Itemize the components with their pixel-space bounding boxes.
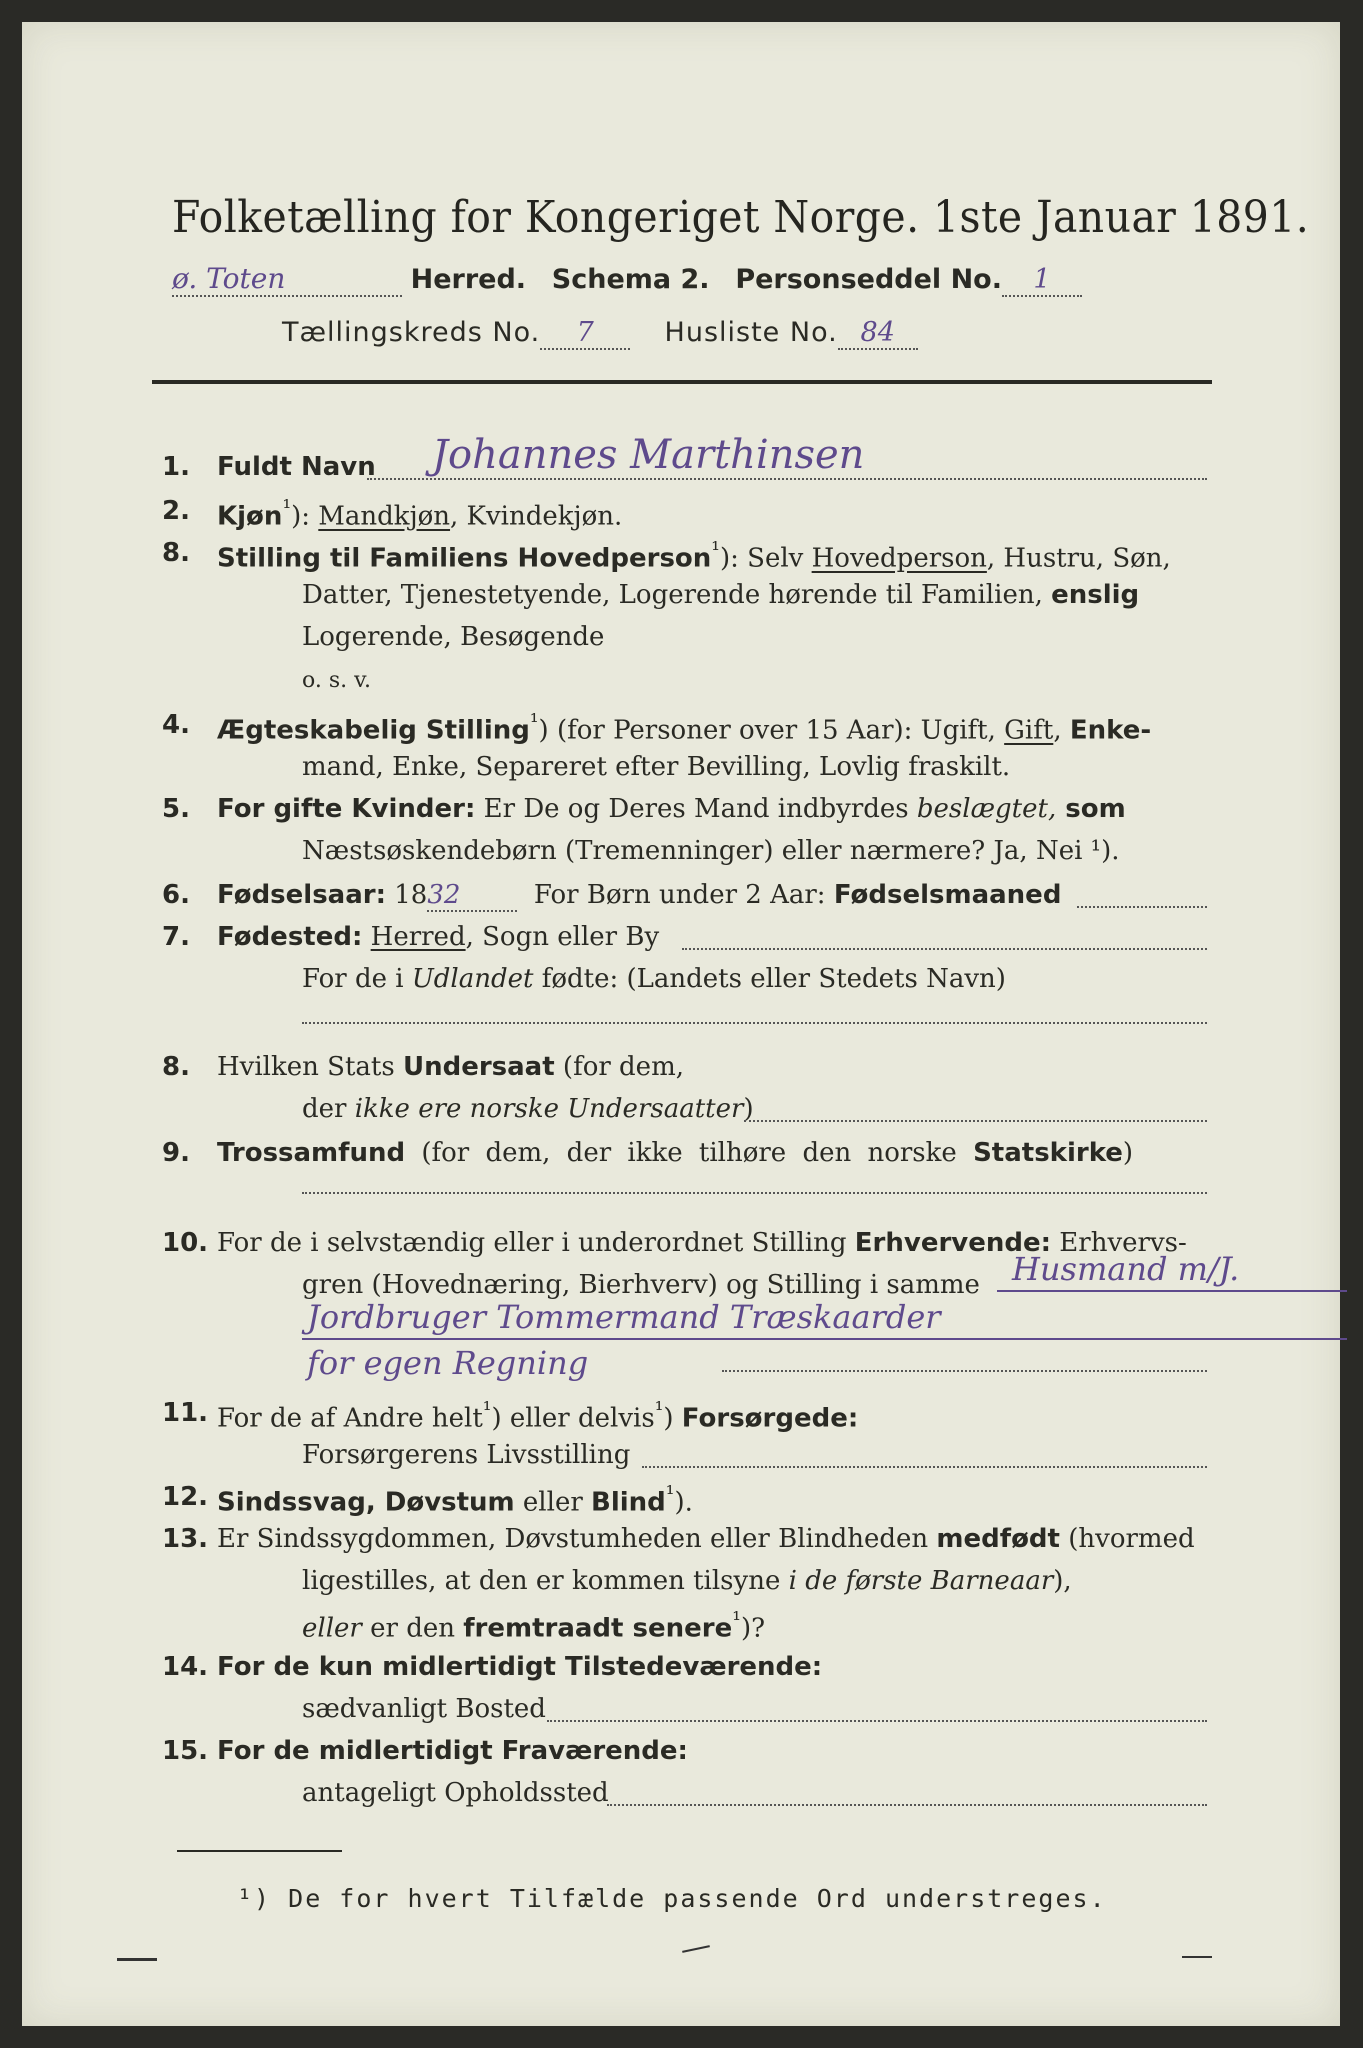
taellingskreds-line	[282, 317, 918, 350]
q12-row	[217, 1482, 693, 1518]
q6-line	[1077, 906, 1207, 908]
q7-label: Fødested:	[217, 922, 363, 952]
q13-eller: eller	[302, 1613, 362, 1644]
stray-mark-left	[117, 1958, 157, 1961]
q14-label-text: For de kun midlertidigt Tilstedeværende:	[217, 1652, 823, 1682]
q2-opt-kvinde: , Kvindekjøn.	[450, 501, 623, 532]
q13-text-f: )?	[740, 1613, 766, 1644]
q13-text-d: ),	[1053, 1566, 1072, 1596]
q10-row2: gren (Hovednæring, Bierhverv) og Stilling i samme	[302, 1270, 980, 1300]
q4-label: Ægteskabelig Stilling	[217, 715, 530, 746]
q3-enslig: enslig	[1051, 580, 1140, 610]
q7-line	[682, 948, 1207, 950]
q9-row	[217, 1138, 1133, 1168]
q13-barneaar: i de første Barneaar	[788, 1566, 1054, 1596]
personseddel-label: Personseddel No.	[735, 264, 1002, 295]
q4-number: 4.	[162, 710, 190, 740]
q11-text-c: )	[663, 1403, 682, 1434]
q13-number: 13.	[162, 1524, 209, 1554]
q10-text-a: For de i selvstændig eller i underordnet Stilling	[217, 1228, 855, 1258]
q10-erhvervende: Erhvervende:	[854, 1228, 1052, 1258]
q2-number: 2.	[162, 496, 190, 526]
q6-rest: For Børn under 2 Aar:	[533, 880, 834, 910]
taellingskreds-label: Tællingskreds No.	[282, 317, 541, 348]
q4-row1	[217, 710, 1151, 746]
husliste-label: Husliste No.	[664, 317, 838, 348]
q7-text-a: For de i	[302, 964, 412, 994]
q7-rest: , Sogn eller By	[465, 922, 660, 952]
q9-rest: (for dem, der ikke tilhøre den norske	[405, 1138, 974, 1168]
q11-sup2: ¹	[654, 1398, 664, 1423]
q9-close: )	[1122, 1138, 1134, 1168]
q10-answer3: for egen Regning	[307, 1344, 589, 1382]
q1-row	[217, 452, 376, 482]
q13-text-e: er den	[361, 1613, 464, 1644]
personseddel-value: 1	[1002, 264, 1082, 297]
q3-label: Stilling til Familiens Hovedperson	[217, 543, 712, 574]
q1-number: 1.	[162, 452, 190, 482]
q11-text-a: For de af Andre helt	[217, 1403, 483, 1434]
husliste-value: 84	[838, 317, 918, 350]
q12-sup: ¹	[665, 1482, 675, 1507]
q2-opt-mand: Mandkjøn	[318, 501, 451, 532]
herred-value: ø. Toten	[172, 262, 402, 297]
q5-label: For gifte Kvinder:	[217, 794, 476, 824]
q5-row2: Næstsøskendebørn (Tremenninger) eller nærmere? Ja, Nei ¹).	[302, 836, 1120, 866]
q9-number: 9.	[162, 1138, 190, 1168]
q1-label: Fuldt Navn	[217, 452, 376, 482]
q3-line2: Datter, Tjenestetyende, Logerende hørende til Familien,	[302, 580, 1043, 610]
footnote: ¹) De for hvert Tilfælde passende Ord understreges.	[237, 1884, 1107, 1913]
q7-line2	[302, 1022, 1207, 1024]
q4-row2: mand, Enke, Separeret efter Bevilling, Lovlig fraskilt.	[302, 752, 1011, 782]
q7-row2	[302, 964, 1006, 994]
q8-ikke-norske: ikke ere norske Undersaatter	[354, 1094, 744, 1124]
q15-row2: antageligt Opholdssted	[302, 1778, 609, 1808]
q11-row2: Forsørgerens Livsstilling	[302, 1440, 631, 1470]
q12-number: 12.	[162, 1482, 209, 1512]
q14-number: 14.	[162, 1652, 209, 1682]
q7-text-b: fødte: (Landets eller Stedets Navn)	[533, 964, 1006, 994]
q15-label-text: For de midlertidigt Fraværende:	[217, 1736, 688, 1766]
q11-row1	[217, 1398, 858, 1434]
q14-label	[217, 1652, 822, 1682]
q6-row	[217, 880, 1061, 912]
footnote-rule	[177, 1850, 342, 1852]
q9-label: Trossamfund	[217, 1138, 406, 1168]
q5-number: 5.	[162, 794, 190, 824]
q5-beslaegtet: beslægtet,	[916, 794, 1057, 824]
q3-sup: ¹	[711, 538, 720, 563]
q3-number: 8.	[162, 538, 190, 568]
q5-text-a: Er De og Deres Mand indbyrdes	[475, 794, 917, 824]
q8-row2	[302, 1094, 754, 1124]
q12-blind: Blind	[591, 1487, 666, 1518]
stray-mark-center	[682, 1945, 710, 1953]
q10-answer2: Jordbruger Tommermand Træskaarder	[307, 1298, 941, 1336]
q13-text-a: Er Sindssygdommen, Døvstumheden eller Blindheden	[217, 1524, 937, 1554]
q4-enke: Enke-	[1069, 715, 1152, 746]
q13-row1	[217, 1524, 1195, 1554]
q2-text: ):	[291, 501, 319, 532]
q8-undersaat: Undersaat	[402, 1052, 555, 1082]
q15-number: 15.	[162, 1736, 209, 1766]
q4-opt-gift: Gift	[1004, 715, 1054, 746]
taellingskreds-value: 7	[540, 317, 630, 350]
q5-row1	[217, 794, 1126, 824]
q6-year-value: 32	[427, 880, 517, 912]
q7-udlandet: Udlandet	[411, 964, 534, 994]
q13-row2	[302, 1566, 1072, 1596]
q8-close: )	[743, 1094, 754, 1124]
q6-maaned: Fødselsmaaned	[833, 880, 1062, 910]
q14-line	[547, 1720, 1207, 1722]
q12-end: ).	[674, 1487, 693, 1518]
census-form	[22, 22, 1340, 2026]
q1-answer: Johannes Marthinsen	[432, 432, 865, 478]
q10-answer2-rule	[302, 1338, 1347, 1340]
q15-line	[607, 1804, 1207, 1806]
q3-row3: Logerende, Besøgende	[302, 622, 605, 652]
q14-row2: sædvanligt Bosted	[302, 1694, 546, 1724]
q3-row4: o. s. v.	[302, 668, 371, 693]
q4-sup: ¹	[529, 710, 539, 735]
q8-text-a: Hvilken Stats	[217, 1052, 403, 1082]
q13-fremtraadt: fremtraadt senere	[463, 1613, 733, 1644]
q6-label: Fødselsaar:	[217, 880, 386, 910]
q11-number: 11.	[162, 1398, 209, 1428]
q9-statskirke: Statskirke	[973, 1138, 1123, 1168]
q11-sup1: ¹	[482, 1398, 492, 1423]
q10-answer1-rule	[997, 1290, 1347, 1292]
q7-number: 7.	[162, 922, 190, 952]
herred-line	[172, 262, 1082, 297]
q8-text-b: (for dem,	[554, 1052, 684, 1082]
q5-som: som	[1056, 794, 1126, 824]
q13-text-b: (hvormed	[1059, 1524, 1195, 1554]
q8-number: 8.	[162, 1052, 190, 1082]
q9-line	[302, 1192, 1207, 1194]
q2-label: Kjøn	[217, 501, 283, 532]
q10-line3	[722, 1370, 1207, 1372]
q11-forsorgede: Forsørgede:	[681, 1403, 859, 1434]
q10-answer1: Husmand m/J.	[1012, 1250, 1240, 1288]
q11-line	[642, 1466, 1207, 1468]
q2-row	[217, 496, 622, 532]
q10-number: 10.	[162, 1228, 209, 1258]
q7-row1	[217, 922, 659, 952]
q2-sup: ¹	[282, 496, 292, 521]
q6-year-print: 18	[386, 880, 428, 910]
q13-row3	[302, 1608, 765, 1644]
q13-text-c: ligestilles, at den er kommen tilsyne	[302, 1566, 789, 1596]
header-rule	[152, 380, 1212, 384]
q12-sindssvag: Sindssvag, Døvstum	[217, 1487, 515, 1518]
q13-sup: ¹	[732, 1608, 741, 1633]
q3-text-a: ): Selv	[719, 543, 812, 574]
q6-number: 6.	[162, 880, 190, 910]
herred-label: Herred.	[410, 264, 527, 295]
q13-medfodt: medfødt	[936, 1524, 1060, 1554]
q8-line	[744, 1120, 1207, 1122]
q7-opt-herred: Herred	[370, 922, 466, 952]
q3-text-b: , Hustru, Søn,	[986, 543, 1171, 574]
q12-eller: eller	[514, 1487, 592, 1518]
q3-row2	[302, 580, 1139, 610]
q3-row1	[217, 538, 1171, 574]
q3-opt-hovedperson: Hovedperson	[811, 543, 987, 574]
q4-text-b: ,	[1053, 715, 1070, 746]
schema-label: Schema 2.	[551, 264, 710, 295]
form-title: Folketælling for Kongeriget Norge. 1ste Januar 1891.	[172, 192, 1310, 243]
q4-text-a: ) (for Personer over 15 Aar): Ugift,	[538, 715, 1005, 746]
stray-mark-right	[1182, 1956, 1212, 1958]
q11-text-b: ) eller delvis	[491, 1403, 655, 1434]
q8-der: der	[302, 1094, 355, 1124]
q15-label	[217, 1736, 688, 1766]
q8-row1	[217, 1052, 684, 1082]
q1-line	[367, 478, 1207, 480]
q10-text-b: Erhvervs-	[1051, 1228, 1187, 1258]
